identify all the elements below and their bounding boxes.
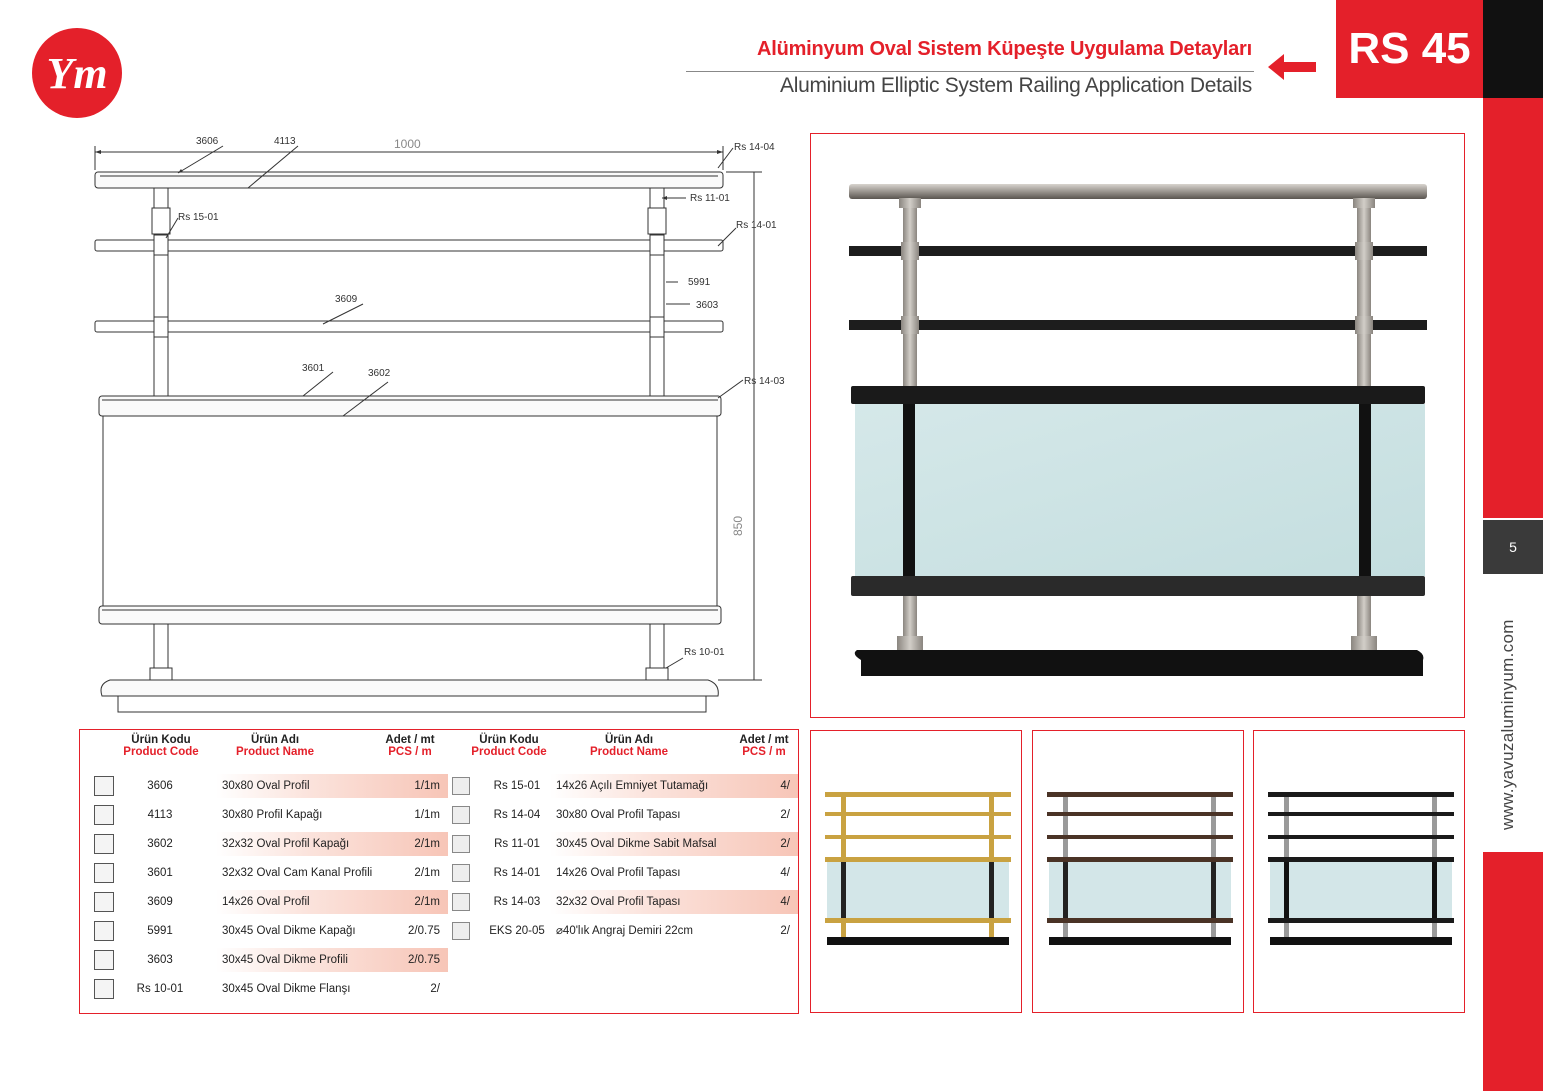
product-code: Rs 14-01 — [493, 867, 541, 879]
table-row — [448, 919, 798, 943]
product-name: 30x45 Oval Dikme Sabit Mafsal — [556, 838, 717, 850]
railing-render-bronze — [1033, 731, 1243, 1012]
arrow-left-icon — [1266, 52, 1318, 82]
product-name: 30x80 Oval Profil Tapası — [556, 809, 681, 821]
railing-photo-main — [810, 133, 1465, 718]
railing-render-gold — [811, 731, 1021, 1012]
table-row — [80, 977, 448, 1001]
end-cap-icon — [452, 864, 470, 882]
header-code-right: Ürün Kodu Product Code — [471, 734, 547, 758]
product-name: 30x45 Oval Dikme Profili — [222, 954, 348, 966]
product-code: 3609 — [147, 896, 173, 908]
table-row — [448, 861, 798, 885]
header-qty-right: Adet / mt PCS / m — [739, 734, 789, 758]
product-qty: 2/1m — [414, 896, 440, 908]
table-row — [448, 890, 798, 914]
product-name: 32x32 Oval Profil Tapası — [556, 896, 681, 908]
side-strip-top — [1483, 98, 1543, 518]
product-code: 3603 — [147, 954, 173, 966]
dim-rs1404: Rs 14-04 — [734, 142, 775, 153]
dim-3601: 3601 — [302, 363, 325, 374]
railing-render-black — [1254, 731, 1464, 1012]
end-cap-icon — [452, 806, 470, 824]
product-qty: 2/ — [780, 925, 790, 937]
series-badge: RS 45 — [1336, 0, 1483, 98]
product-qty: 4/ — [780, 896, 790, 908]
corner-block — [1483, 0, 1543, 98]
product-name: 30x80 Profil Kapağı — [222, 809, 323, 821]
flange-icon — [94, 979, 114, 999]
product-code: Rs 10-01 — [136, 983, 184, 995]
logo-text: Ym — [46, 49, 108, 98]
header-code-left: Ürün Kodu Product Code — [123, 734, 199, 758]
dim-rs1101: Rs 11-01 — [690, 193, 730, 204]
glass-channel-icon — [94, 863, 114, 883]
dim-3606: 3606 — [196, 136, 219, 147]
table-row — [80, 803, 448, 827]
company-logo-icon — [30, 26, 124, 120]
dim-850: 850 — [731, 515, 745, 536]
product-name: 30x45 Oval Dikme Kapağı — [222, 925, 356, 937]
page-title-en: Aluminium Elliptic System Railing Application Details — [780, 74, 1252, 97]
product-qty: 1/1m — [414, 809, 440, 821]
end-cap-icon — [452, 893, 470, 911]
dim-rs1001: Rs 10-01 — [684, 647, 725, 658]
dim-5991: 5991 — [688, 277, 711, 288]
dim-3603: 3603 — [696, 300, 719, 311]
table-row — [80, 861, 448, 885]
product-qty: 4/ — [780, 780, 790, 792]
table-row — [80, 774, 448, 798]
table-row — [448, 774, 798, 798]
railing-render — [811, 134, 1464, 717]
product-name: 32x32 Oval Cam Kanal Profili — [222, 867, 373, 879]
profile-cover-icon — [94, 834, 114, 854]
oval-profile-icon — [94, 776, 114, 796]
railing-photo-bronze — [1032, 730, 1244, 1013]
table-row — [80, 919, 448, 943]
product-code: Rs 14-03 — [493, 896, 541, 908]
product-name: 14x26 Açılı Emniyet Tutamağı — [556, 780, 709, 792]
dim-rs1403: Rs 14-03 — [744, 376, 785, 387]
product-code: 5991 — [147, 925, 173, 937]
dim-rs1501: Rs 15-01 — [178, 212, 219, 223]
dim-3602: 3602 — [368, 368, 391, 379]
dim-1000: 1000 — [394, 137, 421, 151]
product-name: 14x26 Oval Profil — [222, 896, 310, 908]
website-link[interactable]: www.yavuzaluminyum.com — [1498, 619, 1517, 830]
product-code: Rs 15-01 — [493, 780, 541, 792]
table-row — [80, 890, 448, 914]
product-qty: 2/ — [430, 983, 440, 995]
header-name-right: Ürün Adı Product Name — [590, 734, 668, 758]
railing-photo-black — [1253, 730, 1465, 1013]
fixed-joint-icon — [452, 835, 470, 853]
header-name-left: Ürün Adı Product Name — [236, 734, 314, 758]
header-qty-left: Adet / mt PCS / m — [385, 734, 435, 758]
product-name: 32x32 Oval Profil Kapağı — [222, 838, 350, 850]
title-divider — [686, 71, 1254, 72]
table-row — [448, 803, 798, 827]
product-qty: 2/ — [780, 809, 790, 821]
product-qty: 2/0.75 — [408, 954, 440, 966]
product-code: EKS 20-05 — [489, 925, 545, 937]
page-number: 5 — [1483, 520, 1543, 574]
table-row — [80, 832, 448, 856]
product-code: 4113 — [147, 809, 173, 821]
product-code: 3602 — [147, 838, 173, 850]
table-row — [80, 948, 448, 972]
product-qty: 2/ — [780, 838, 790, 850]
post-cover-icon — [94, 921, 114, 941]
post-profile-icon — [94, 950, 114, 970]
product-code: 3606 — [147, 780, 173, 792]
side-strip-bottom — [1483, 852, 1543, 1091]
product-name: 14x26 Oval Profil Tapası — [556, 867, 681, 879]
railing-photo-gold — [810, 730, 1022, 1013]
technical-drawing — [78, 128, 798, 720]
product-qty: 2/0.75 — [408, 925, 440, 937]
product-name: 30x45 Oval Dikme Flanşı — [222, 983, 351, 995]
anchor-rod-icon — [452, 922, 470, 940]
product-qty: 1/1m — [414, 780, 440, 792]
product-name: 30x80 Oval Profil — [222, 780, 310, 792]
product-qty: 4/ — [780, 867, 790, 879]
product-qty: 2/1m — [414, 867, 440, 879]
dim-4113: 4113 — [274, 136, 296, 147]
dim-3609: 3609 — [335, 294, 358, 305]
product-name: ⌀40'lık Angraj Demiri 22cm — [556, 925, 693, 937]
table-row — [448, 832, 798, 856]
product-code: Rs 11-01 — [494, 838, 540, 850]
dim-rs1401: Rs 14-01 — [736, 220, 777, 231]
profile-cover-icon — [94, 805, 114, 825]
product-table — [79, 729, 799, 1014]
product-code: 3601 — [147, 867, 173, 879]
safety-clamp-icon — [452, 777, 470, 795]
product-code: Rs 14-04 — [493, 809, 541, 821]
product-qty: 2/1m — [414, 838, 440, 850]
oval-profile-icon — [94, 892, 114, 912]
page-title-tr: Alüminyum Oval Sistem Küpeşte Uygulama Detayları — [756, 38, 1252, 60]
